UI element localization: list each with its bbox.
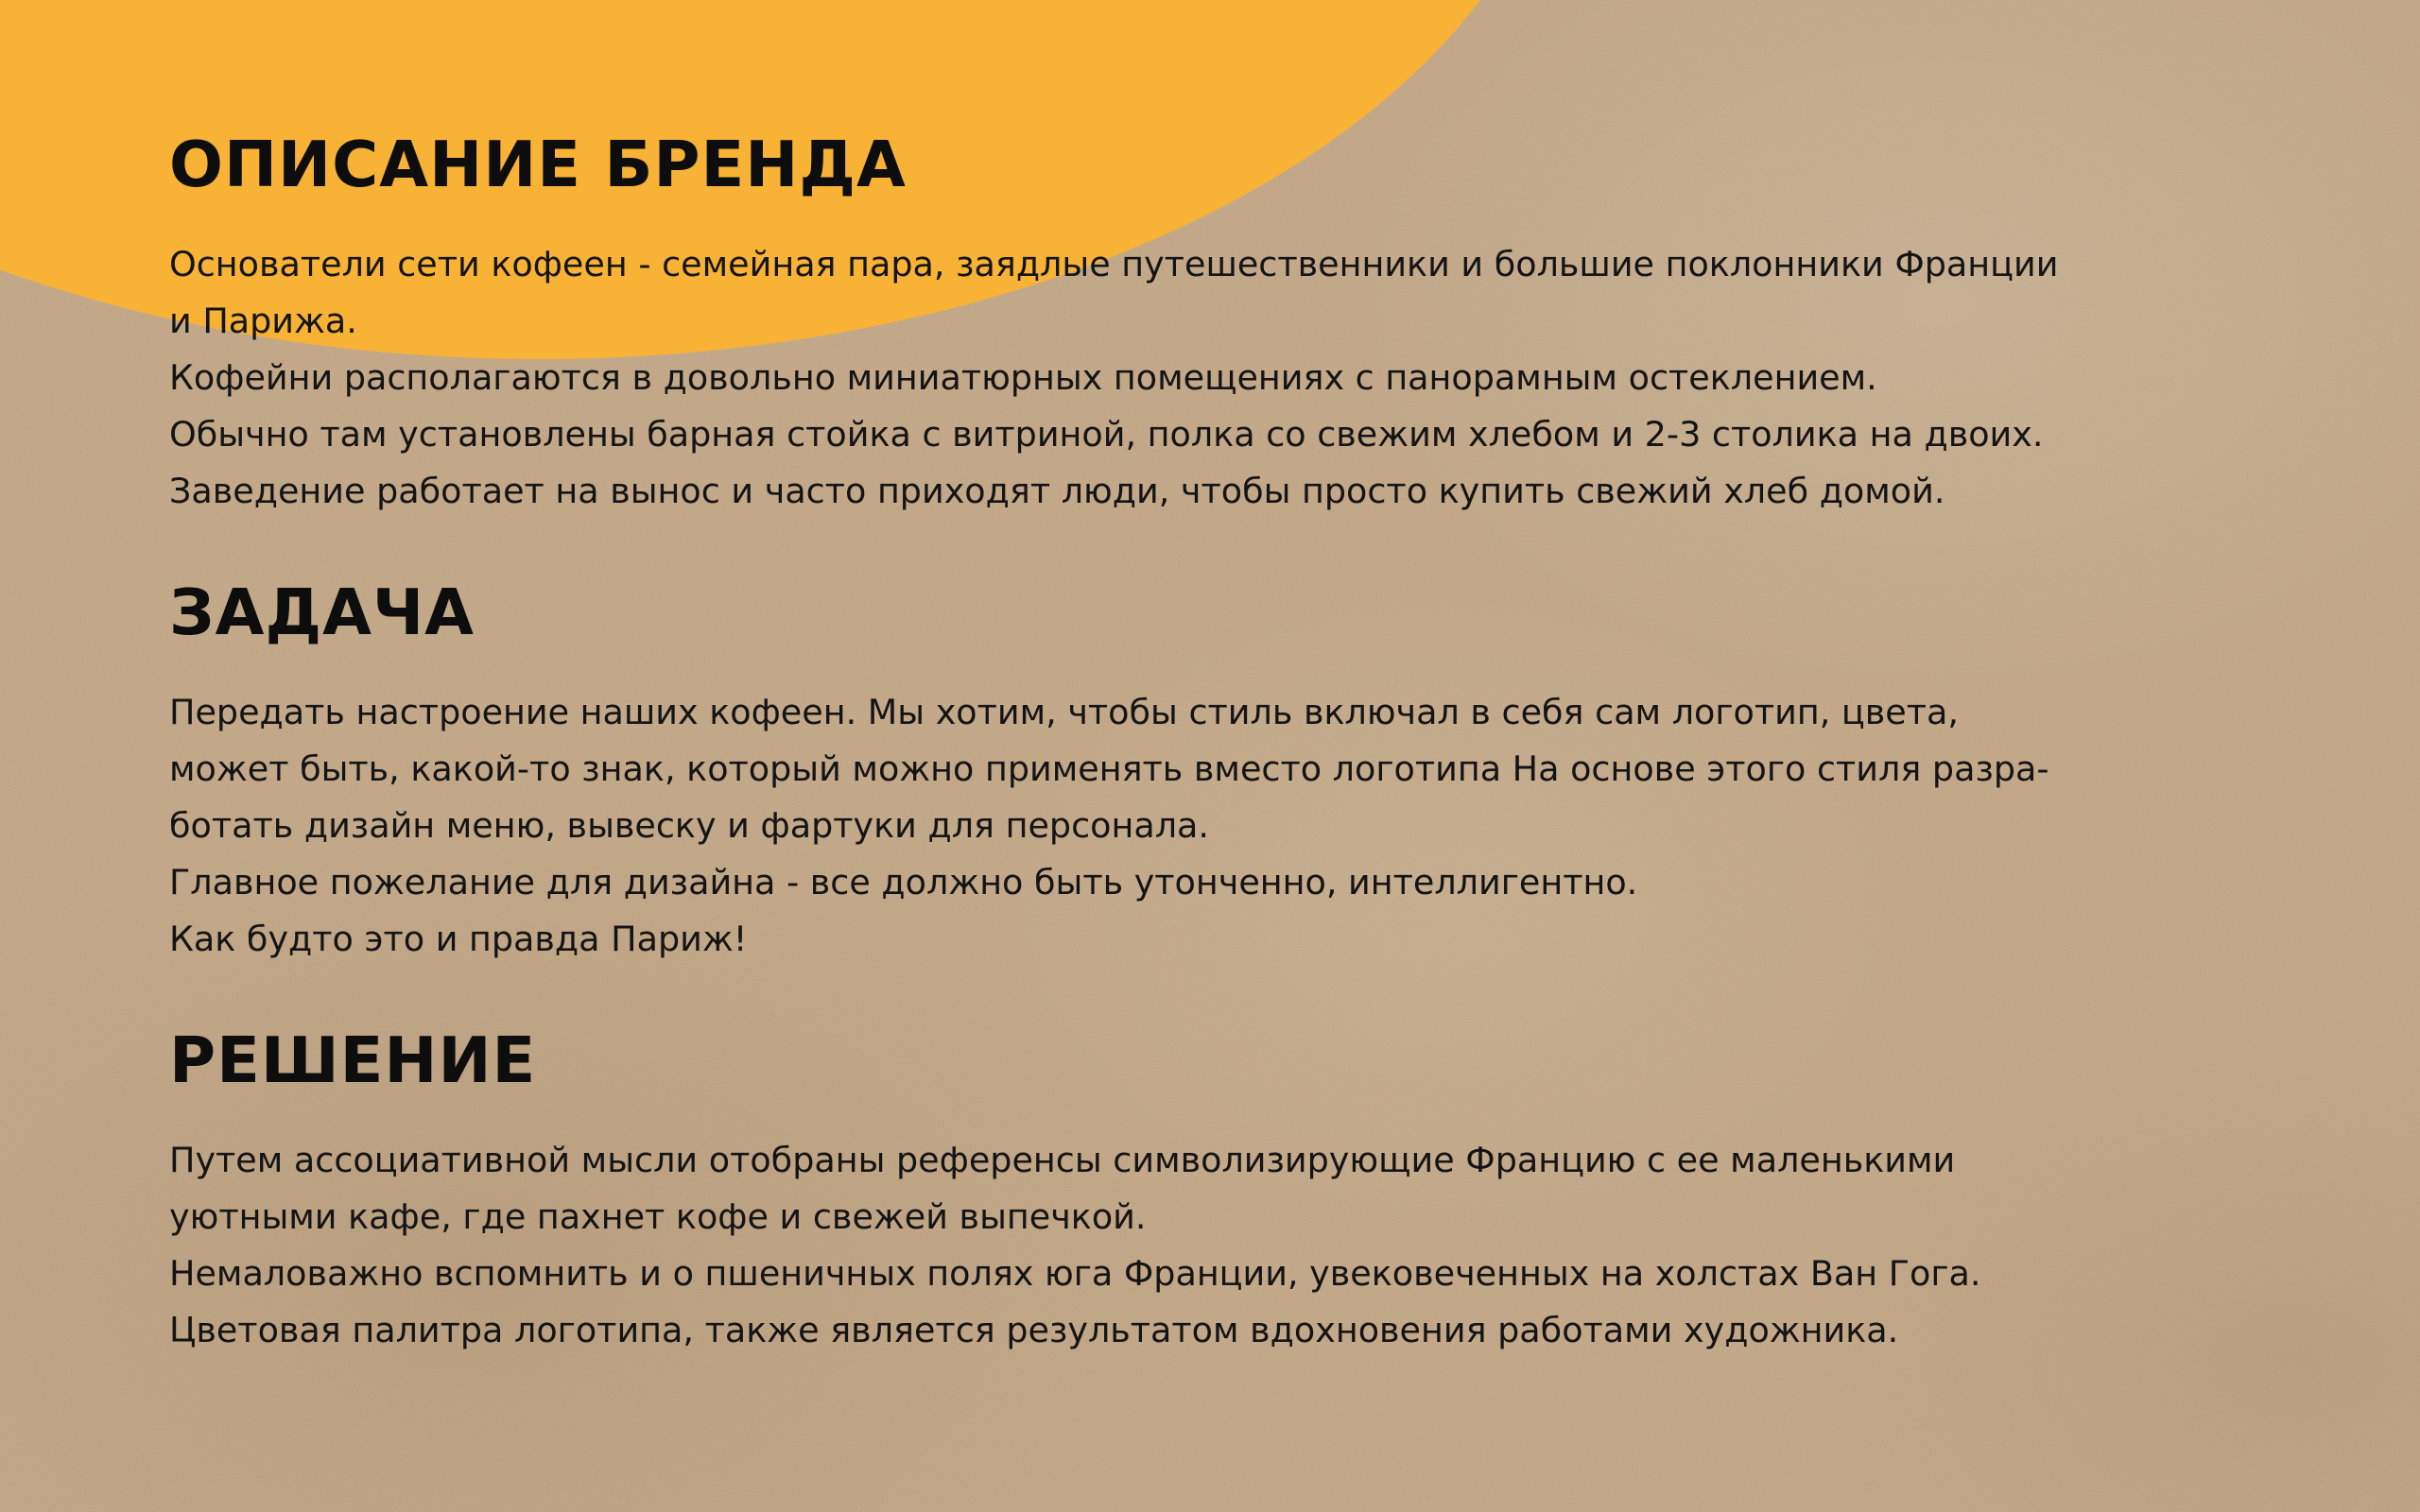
- text-line: Основатели сети кофеен - семейная пара, заядлые путешественники и большие поклонники Франции: [169, 244, 2059, 284]
- text-line: Путем ассоциативной мысли отобраны референсы символизирующие Францию с ее маленькими: [169, 1140, 1956, 1180]
- text-line: Немаловажно вспомнить и о пшеничных полях юга Франции, увековеченных на холстах Ван Гога.: [169, 1253, 1981, 1294]
- brand-description-section: [169, 113, 2287, 520]
- text-line: уютными кафе, где пахнет кофе и свежей выпечкой.: [169, 1196, 1147, 1237]
- section-heading-solution: РЕШЕНИЕ: [169, 1023, 537, 1097]
- text-line: Цветовая палитра логотипа, также является результатом вдохновения работами художника.: [169, 1310, 1899, 1350]
- text-line: Передать настроение наших кофеен. Мы хотим, чтобы стиль включал в себя сам логотип, цвета,: [169, 692, 1959, 732]
- text-line: Главное пожелание для дизайна - все должно быть утонченно, интеллигентно.: [169, 862, 1638, 902]
- task-section: [169, 561, 2287, 968]
- text-line: Заведение работает на вынос и часто приходят люди, чтобы просто купить свежий хлеб домой.: [169, 471, 1945, 511]
- text-line: и Парижа.: [169, 301, 357, 341]
- solution-text: [169, 1132, 2287, 1359]
- text-line: Как будто это и правда Париж!: [169, 919, 748, 959]
- solution-section: [169, 1009, 2287, 1359]
- text-line: может быть, какой-то знак, который можно применять вместо логотипа На основе этого стиля разра-: [169, 748, 2049, 789]
- brand-description-text: [169, 236, 2287, 520]
- text-line: Обычно там установлены барная стойка с витриной, полка со свежим хлебом и 2-3 столика на двоих.: [169, 414, 2044, 455]
- task-text: [169, 684, 2287, 968]
- section-heading-task: ЗАДАЧА: [169, 576, 475, 649]
- text-line: Кофейни располагаются в довольно миниатюрных помещениях с панорамным остеклением.: [169, 357, 1877, 398]
- brief-content: [169, 113, 2287, 1359]
- section-heading-brand: ОПИСАНИЕ БРЕНДА: [169, 128, 907, 201]
- text-line: ботать дизайн меню, вывеску и фартуки для персонала.: [169, 805, 1210, 846]
